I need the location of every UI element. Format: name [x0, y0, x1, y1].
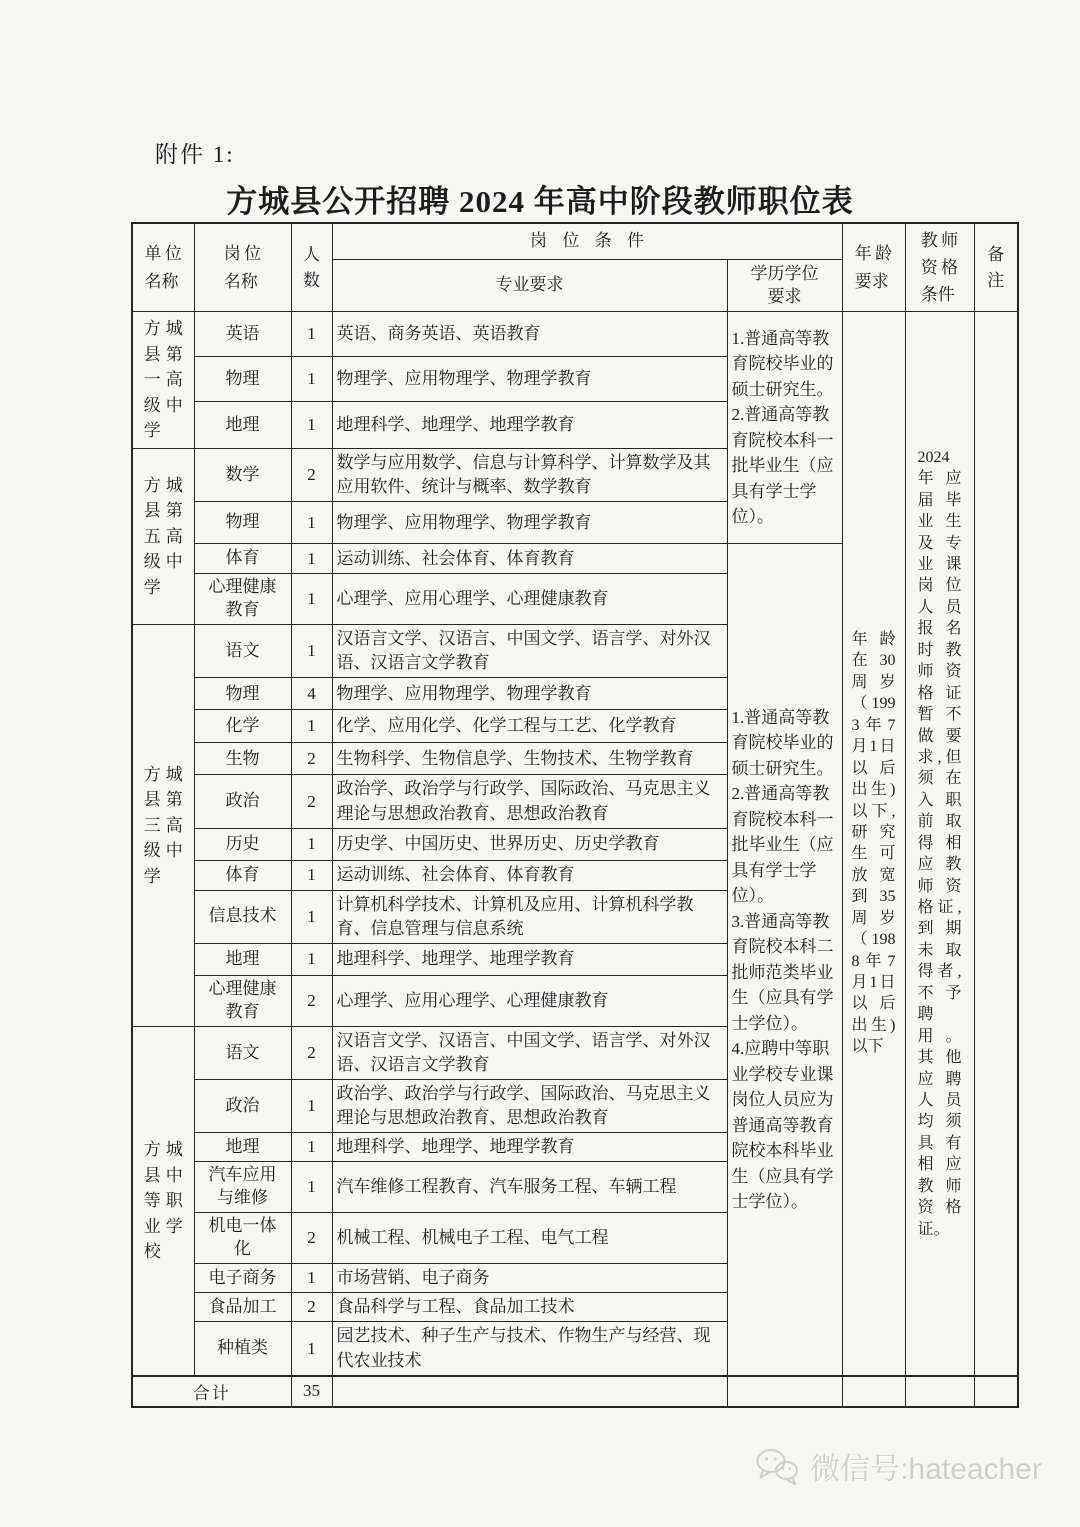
major-cell: 地理科学、地理学、地理学教育: [332, 943, 727, 975]
position-cell: 信息技术: [194, 890, 291, 943]
count-cell: 1: [291, 625, 332, 678]
major-cell: 汉语言文学、汉语言、中国文学、语言学、对外汉语、汉语言文学教育: [332, 625, 727, 678]
empty-cell: [974, 1376, 1018, 1407]
age-requirement-cell: 年龄在30周岁（1993年7月1日以后出生)以下,研究生可放宽到35周岁（1988年7月1日以后出生)以下: [842, 312, 905, 1376]
wechat-icon: [754, 1446, 800, 1486]
count-cell: 2: [291, 775, 332, 828]
attachment-label: 附件 1:: [155, 142, 235, 167]
count-cell: 1: [291, 402, 332, 449]
position-cell: 生物: [194, 743, 291, 775]
major-cell: 汽车维修工程教育、汽车服务工程、车辆工程: [332, 1162, 727, 1213]
position-cell: 种植类: [194, 1322, 291, 1376]
major-cell: 历史学、中国历史、世界历史、历史学教育: [332, 828, 727, 860]
major-cell: 运动训练、社会体育、体育教育: [332, 860, 727, 890]
major-cell: 心理学、应用心理学、心理健康教育: [332, 574, 727, 625]
major-cell: 心理学、应用心理学、心理健康教育: [332, 975, 727, 1026]
major-cell: 汉语言文学、汉语言、中国文学、语言学、对外汉语、汉语言文学教育: [332, 1026, 727, 1079]
col-header-age: 年龄要求: [842, 223, 905, 312]
position-cell: 地理: [194, 402, 291, 449]
school-name-cell: 方城县第三高级中学: [132, 625, 194, 1027]
position-cell: 物理: [194, 678, 291, 710]
count-cell: 2: [291, 1026, 332, 1079]
count-cell: 1: [291, 1264, 332, 1293]
position-cell: 政治: [194, 775, 291, 828]
major-cell: 运动训练、社会体育、体育教育: [332, 544, 727, 574]
count-cell: 1: [291, 860, 332, 890]
count-cell: 1: [291, 1080, 332, 1133]
empty-cell: [842, 1376, 905, 1407]
major-cell: 政治学、政治学与行政学、国际政治、马克思主义理论与思想政治教育、思想政治教育: [332, 1080, 727, 1133]
col-header-remark: 备注: [974, 223, 1018, 312]
major-cell: 计算机科学技术、计算机及应用、计算机科学教育、信息管理与信息系统: [332, 890, 727, 943]
position-cell: 化学: [194, 710, 291, 743]
col-header-major: 专业要求: [332, 259, 727, 312]
cert-requirement-cell: 2024年应届毕业生及专业课岗位人员报名时教师资格证暂不做要求,但须在入职前取得相应教师资格证,到期未取得者,不予聘用。其他应聘人员均须具有相应教师资格证。: [905, 312, 974, 1376]
total-count-cell: 35: [291, 1376, 332, 1407]
total-row: [132, 1376, 1018, 1407]
count-cell: 1: [291, 1162, 332, 1213]
school-name-cell: 方城县中等职业学校: [132, 1026, 194, 1375]
col-header-degree: 学历学位要求: [727, 259, 842, 312]
count-cell: 1: [291, 357, 332, 402]
remark-cell: [974, 312, 1018, 1376]
count-cell: 2: [291, 1293, 332, 1322]
major-cell: 地理科学、地理学、地理学教育: [332, 402, 727, 449]
empty-cell: [332, 1376, 727, 1407]
position-cell: 体育: [194, 544, 291, 574]
position-cell: 机电一体化: [194, 1213, 291, 1264]
count-cell: 1: [291, 502, 332, 544]
position-cell: 食品加工: [194, 1293, 291, 1322]
major-cell: 生物科学、生物信息学、生物技术、生物学教育: [332, 743, 727, 775]
major-cell: 机械工程、机械电子工程、电气工程: [332, 1213, 727, 1264]
major-cell: 物理学、应用物理学、物理学教育: [332, 678, 727, 710]
col-header-cert: 教师资格条件: [905, 223, 974, 312]
count-cell: 2: [291, 743, 332, 775]
major-cell: 英语、商务英语、英语教育: [332, 312, 727, 357]
count-cell: 2: [291, 449, 332, 502]
position-cell: 地理: [194, 1133, 291, 1162]
position-cell: 英语: [194, 312, 291, 357]
position-cell: 汽车应用与维修: [194, 1162, 291, 1213]
count-cell: 1: [291, 574, 332, 625]
table-row: [132, 312, 1018, 357]
major-cell: 物理学、应用物理学、物理学教育: [332, 502, 727, 544]
position-cell: 地理: [194, 943, 291, 975]
major-cell: 市场营销、电子商务: [332, 1264, 727, 1293]
count-cell: 2: [291, 975, 332, 1026]
count-cell: 1: [291, 943, 332, 975]
degree-item: 3.普通高等教育院校本科二批师范类毕业生（应具有学士学位）。: [731, 911, 834, 1033]
position-cell: 心理健康教育: [194, 574, 291, 625]
degree-requirement-cell: [727, 544, 842, 1376]
position-cell: 心理健康教育: [194, 975, 291, 1026]
empty-cell: [905, 1376, 974, 1407]
page-title: 方城县公开招聘 2024 年高中阶段教师职位表: [226, 184, 854, 219]
major-cell: 地理科学、地理学、地理学教育: [332, 1133, 727, 1162]
count-cell: 1: [291, 710, 332, 743]
col-header-count: 人数: [291, 223, 332, 312]
degree-item: 2.普通高等教育院校本科一批毕业生（应具有学士学位）。: [731, 405, 834, 527]
degree-item: 1.普通高等教育院校毕业的硕士研究生。: [731, 707, 834, 778]
count-cell: 1: [291, 1133, 332, 1162]
major-cell: 园艺技术、种子生产与技术、作物生产与经营、现代农业技术: [332, 1322, 727, 1376]
count-cell: 2: [291, 1213, 332, 1264]
watermark-text: 微信号:hateacher: [810, 1453, 1042, 1486]
watermark: [754, 1444, 1042, 1488]
position-cell: 政治: [194, 1080, 291, 1133]
position-cell: 历史: [194, 828, 291, 860]
major-cell: 化学、应用化学、化学工程与工艺、化学教育: [332, 710, 727, 743]
major-cell: 食品科学与工程、食品加工技术: [332, 1293, 727, 1322]
col-header-position: 岗位名称: [194, 223, 291, 312]
count-cell: 1: [291, 890, 332, 943]
count-cell: 1: [291, 828, 332, 860]
count-cell: 1: [291, 312, 332, 357]
job-positions-table: [131, 222, 1019, 1408]
degree-item: 1.普通高等教育院校毕业的硕士研究生。: [731, 328, 834, 399]
position-cell: 物理: [194, 502, 291, 544]
degree-item: 4.应聘中等职业学校专业课岗位人员应为普通高等教育院校本科毕业生（应具有学士学位）。: [731, 1039, 834, 1212]
degree-item: 2.普通高等教育院校本科一批毕业生（应具有学士学位）。: [731, 784, 834, 906]
position-cell: 数学: [194, 449, 291, 502]
header-row-1: [132, 223, 1018, 259]
position-cell: 语文: [194, 1026, 291, 1079]
position-cell: 体育: [194, 860, 291, 890]
position-cell: 物理: [194, 357, 291, 402]
major-cell: 物理学、应用物理学、物理学教育: [332, 357, 727, 402]
empty-cell: [727, 1376, 842, 1407]
position-cell: 语文: [194, 625, 291, 678]
school-name-cell: 方城县第一高级中学: [132, 312, 194, 449]
school-name-cell: 方城县第五高级中学: [132, 449, 194, 625]
col-header-unit: 单位名称: [132, 223, 194, 312]
col-header-conditions: 岗位条件: [332, 223, 842, 259]
count-cell: 1: [291, 544, 332, 574]
total-label-cell: 合计: [132, 1376, 291, 1407]
count-cell: 4: [291, 678, 332, 710]
count-cell: 1: [291, 1322, 332, 1376]
degree-requirement-cell: [727, 312, 842, 544]
major-cell: 政治学、政治学与行政学、国际政治、马克思主义理论与思想政治教育、思想政治教育: [332, 775, 727, 828]
major-cell: 数学与应用数学、信息与计算科学、计算数学及其应用软件、统计与概率、数学教育: [332, 449, 727, 502]
position-cell: 电子商务: [194, 1264, 291, 1293]
